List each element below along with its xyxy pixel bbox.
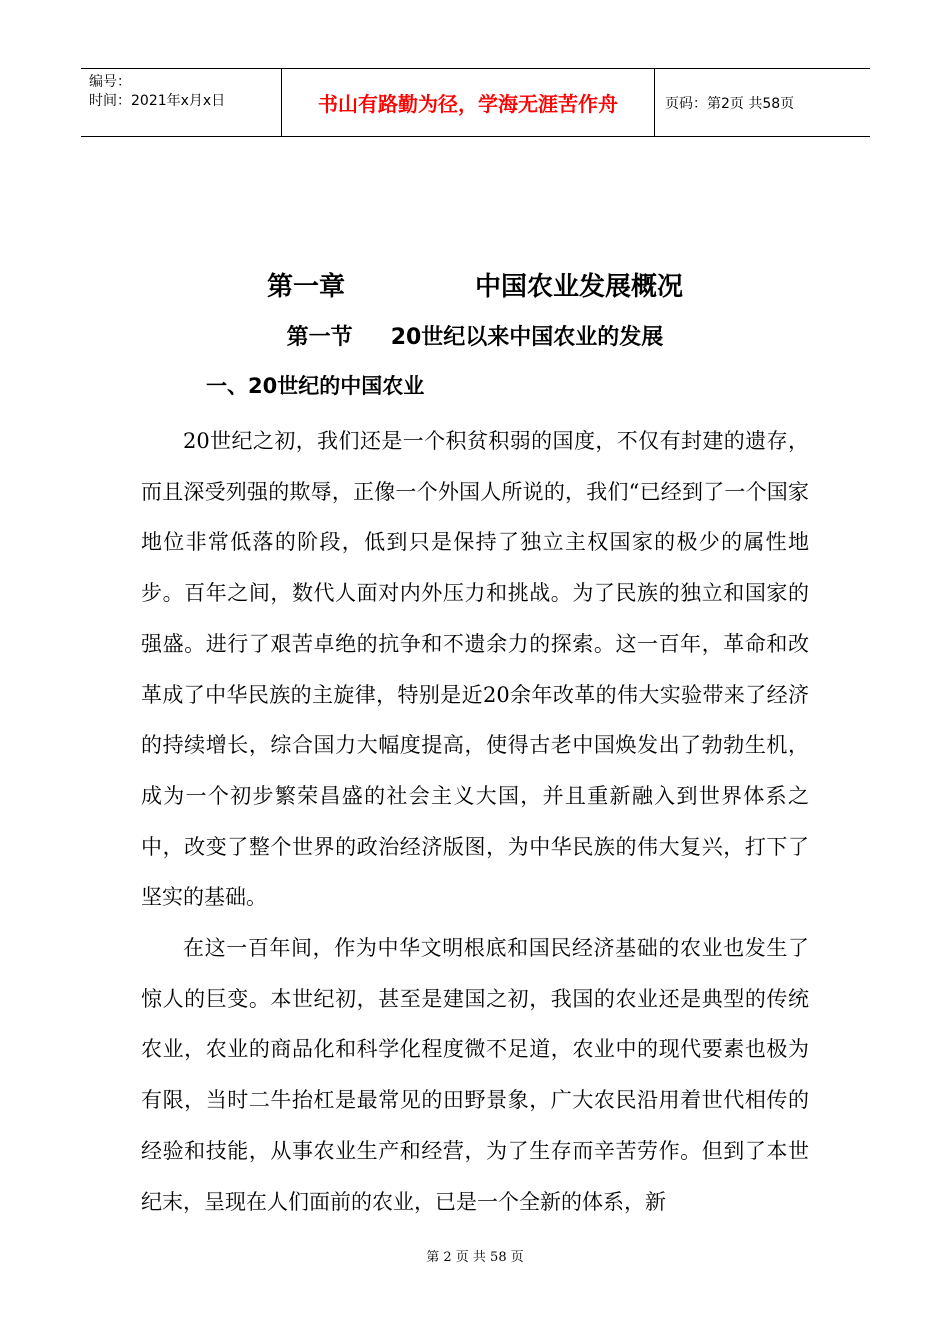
- body-text: [141, 416, 809, 1227]
- section-title: [0, 320, 950, 351]
- header-meta-cell: [81, 69, 282, 136]
- page-footer: 第 2 页 共 58 页: [426, 1250, 524, 1265]
- header-page-info: 页码：第2页 共58页: [665, 95, 795, 112]
- time-label: 时间：2021年x月x日: [89, 93, 226, 109]
- paragraph: 20世纪之初，我们还是一个积贫积弱的国度，不仅有封建的遗存，而且深受列强的欺辱，正像一个外国人所说的，我们“已经到了一个国家地位非常低落的阶段，低到只是保持了独立主权国家的极少的属性地步。百年之间，数代人面对内外压力和挑战。为了民族的独立和国家的强盛。进行了艰苦卓绝的抗争和不遗余力的探索。这一百年，革命和改革成了中华民族的主旋律，特别是近20余年改革的伟大实验带来了经济的持续增长，综合国力大幅度提高，使得古老中国焕发出了勃勃生机，成为一个初步繁荣昌盛的社会主义大国，并且重新融入到世界体系之中，改变了整个世界的政治经济版图，为中华民族的伟大复兴，打下了坚实的基础。: [141, 429, 809, 910]
- chapter-name: 中国农业发展概况: [475, 272, 684, 302]
- chapter-title: [0, 266, 950, 303]
- paragraph: 在这一百年间，作为中华文明根底和国民经济基础的农业也发生了惊人的巨变。本世纪初，甚至是建国之初，我国的农业还是典型的传统农业，农业的商品化和科学化程度微不足道，农业中的现代要素也极为有限，当时二牛抬杠是最常见的田野景象，广大农民沿用着世代相传的经验和技能，从事农业生产和经营，为了生存而辛苦劳作。但到了本世纪末，呈现在人们面前的农业，已是一个全新的体系，新: [141, 936, 809, 1214]
- page-header: [81, 68, 870, 137]
- header-motto: 书山有路勤为径，学海无涯苦作舟: [282, 69, 655, 136]
- section-number: 第一节: [286, 325, 353, 350]
- section-name: 20世纪以来中国农业的发展: [390, 325, 664, 350]
- chapter-number: 第一章: [266, 272, 345, 302]
- subsection-title: 一、20世纪的中国农业: [206, 374, 425, 398]
- code-label: 编号：: [89, 74, 131, 90]
